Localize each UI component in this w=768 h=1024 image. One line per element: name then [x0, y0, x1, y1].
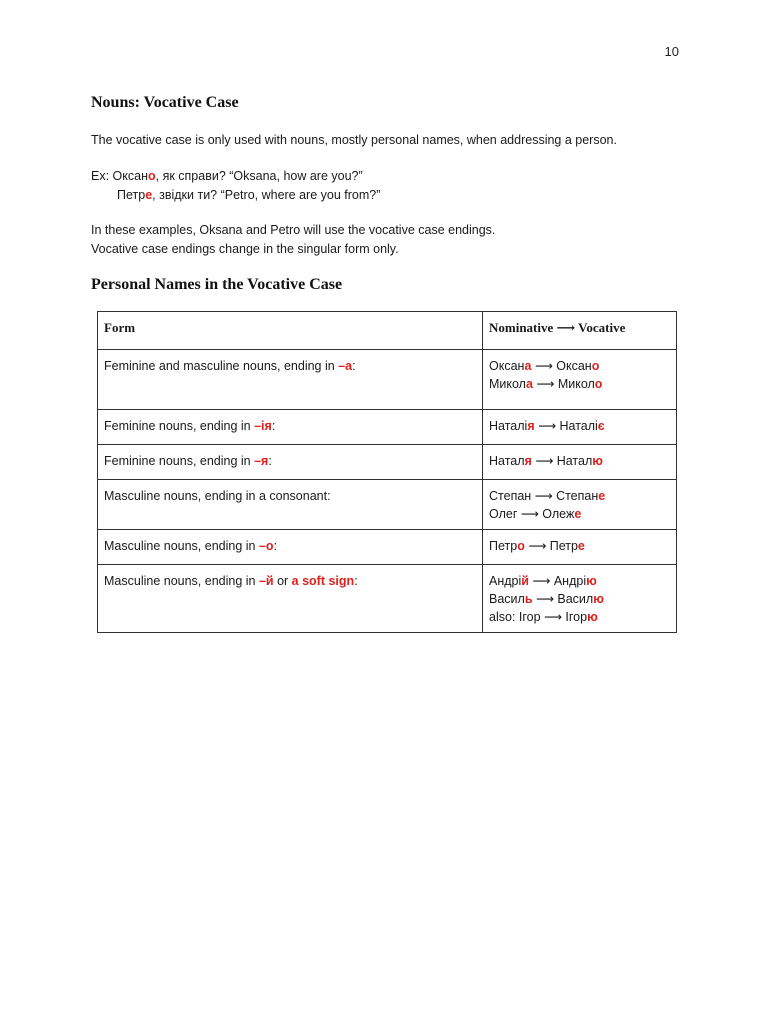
form-cell — [98, 565, 483, 633]
form-ending: –а — [338, 359, 353, 373]
name-pair — [489, 608, 670, 626]
header-form: Form — [98, 312, 483, 350]
example-cell — [483, 445, 677, 480]
form-suffix: : — [273, 539, 278, 553]
vocative-stem: Васил — [557, 592, 594, 606]
nominative-stem: Андрі — [489, 574, 522, 588]
form-cell — [98, 410, 483, 445]
form-text: Masculine nouns, ending in — [104, 539, 259, 553]
arrow: ⟶ — [532, 377, 558, 391]
nominative-ending: я — [527, 419, 535, 433]
name-pair — [489, 537, 670, 555]
name-pair — [489, 590, 670, 608]
example-line-2 — [91, 186, 380, 205]
note-line: In these examples, Oksana and Petro will use the vocative case endings. — [91, 223, 496, 237]
example-ending: е — [145, 188, 153, 202]
nominative-stem: Степан — [489, 489, 532, 503]
vocative-ending: ю — [593, 592, 604, 606]
vocative-stem: Натал — [556, 454, 593, 468]
name-pair — [489, 572, 670, 590]
arrow: ⟶ — [532, 592, 558, 606]
arrow: ⟶ — [531, 359, 557, 373]
form-text: Masculine nouns, ending in a consonant: — [104, 489, 331, 503]
form-suffix: : — [268, 454, 272, 468]
example-ending: о — [147, 169, 156, 183]
vocative-ending: ю — [587, 610, 598, 624]
example-cell — [483, 480, 677, 530]
form-ending: –о — [258, 539, 274, 553]
nominative-stem: Наталі — [489, 419, 528, 433]
arrow: ⟶ — [524, 539, 550, 553]
vocative-stem: Наталі — [559, 419, 598, 433]
nominative-stem: Оксан — [489, 359, 525, 373]
name-pair — [489, 505, 670, 523]
nominative-ending: а — [524, 359, 532, 373]
table-row — [98, 445, 677, 480]
form-cell — [98, 350, 483, 410]
nominative-ending: о — [517, 539, 525, 553]
table-row — [98, 350, 677, 410]
form-ending: –я — [254, 454, 269, 468]
example-cell — [483, 350, 677, 410]
vocative-ending: е — [577, 539, 585, 553]
nominative-stem: Васил — [489, 592, 525, 606]
vocative-table — [97, 311, 677, 633]
table-header-row — [98, 312, 677, 350]
examples-block — [91, 167, 380, 205]
vocative-stem: Петр — [549, 539, 578, 553]
name-pair — [489, 357, 670, 375]
arrow: ⟶ — [540, 610, 566, 624]
arrow: ⟶ — [517, 507, 543, 521]
nominative-ending: а — [525, 377, 533, 391]
intro-paragraph: The vocative case is only used with nouns, mostly personal names, when addressing a person. — [91, 133, 617, 147]
example-cell — [483, 530, 677, 565]
example-rest: , звідки ти? “Petro, where are you from?” — [152, 188, 381, 202]
example-stem: Петр — [117, 188, 146, 202]
notes-block — [91, 221, 495, 259]
section-title: Nouns: Vocative Case — [91, 94, 239, 111]
vocative-ending: є — [597, 419, 605, 433]
example-rest: , як справи? “Oksana, how are you?” — [155, 169, 363, 183]
nominative-ending: я — [524, 454, 532, 468]
example-cell — [483, 565, 677, 633]
header-nominative-vocative: Nominative ⟶ Vocative — [483, 312, 677, 350]
vocative-stem: Олеж — [542, 507, 575, 521]
vocative-stem: Андрі — [553, 574, 587, 588]
name-pair — [489, 375, 670, 393]
form-text: Masculine nouns, ending in — [104, 574, 259, 588]
form-connector: or — [273, 574, 292, 588]
nominative-ending: ь — [524, 592, 533, 606]
vocative-ending: е — [574, 507, 582, 521]
form-ending: –ія — [254, 419, 272, 433]
nominative-stem: Петр — [489, 539, 518, 553]
arrow: ⟶ — [534, 419, 560, 433]
vocative-ending: о — [594, 377, 603, 391]
name-pair — [489, 452, 670, 470]
table-row — [98, 410, 677, 445]
arrow: ⟶ — [531, 489, 557, 503]
example-cell — [483, 410, 677, 445]
vocative-stem: Степан — [556, 489, 599, 503]
name-pair — [489, 487, 670, 505]
nominative-stem: Олег — [489, 507, 518, 521]
vocative-stem: Микол — [557, 377, 595, 391]
form-cell — [98, 445, 483, 480]
table-title: Personal Names in the Vocative Case — [91, 276, 343, 293]
vocative-ending: е — [598, 489, 606, 503]
page-number: 10 — [664, 44, 679, 59]
form-text: Feminine nouns, ending in — [104, 454, 255, 468]
form-suffix: : — [354, 574, 358, 588]
table-row — [98, 530, 677, 565]
nominative-stem: Натал — [489, 454, 525, 468]
form-ending-soft-sign: a soft sign — [291, 574, 355, 588]
example-line-1 — [91, 167, 380, 186]
vocative-stem: Оксан — [556, 359, 592, 373]
vocative-ending: ю — [592, 454, 603, 468]
nominative-ending: й — [521, 574, 529, 588]
table-row — [98, 480, 677, 530]
form-suffix: : — [271, 419, 276, 433]
form-cell — [98, 480, 483, 530]
note-line: Vocative case endings change in the singular form only. — [91, 242, 399, 256]
arrow: ⟶ — [531, 454, 557, 468]
example-stem: Оксан — [112, 169, 148, 183]
vocative-ending: ю — [586, 574, 597, 588]
table-row — [98, 565, 677, 633]
form-text: Feminine nouns, ending in — [104, 419, 255, 433]
form-text: Feminine and masculine nouns, ending in — [104, 359, 339, 373]
form-suffix: : — [352, 359, 356, 373]
form-cell — [98, 530, 483, 565]
vocative-ending: о — [591, 359, 600, 373]
example-prefix: Ex: — [91, 169, 113, 183]
nominative-stem: also: Ігор — [489, 610, 541, 624]
vocative-stem: Ігор — [565, 610, 588, 624]
form-ending: –й — [258, 574, 274, 588]
name-pair — [489, 417, 670, 435]
arrow: ⟶ — [528, 574, 554, 588]
nominative-stem: Микол — [489, 377, 526, 391]
